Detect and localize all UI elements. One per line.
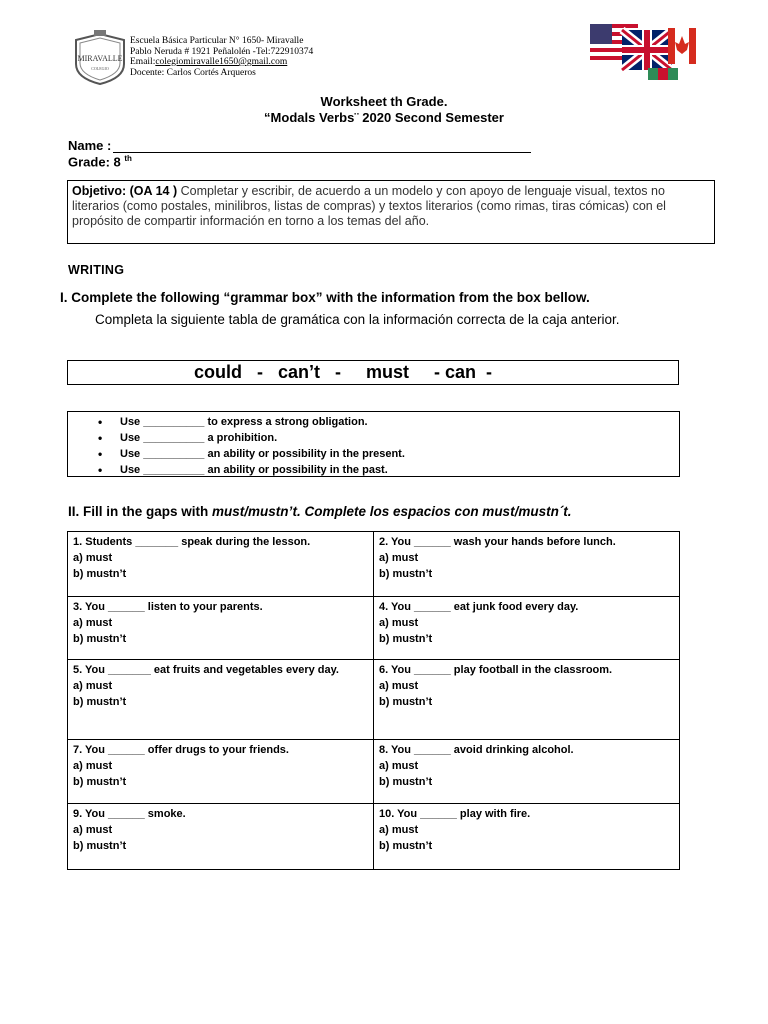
school-address: Pablo Neruda # 1921 Peñalolén -Tel:722910374 (130, 46, 314, 57)
option-b[interactable]: b) mustn’t (73, 776, 127, 788)
flags-icon (588, 20, 698, 82)
objective-text: Completar y escribir, de acuerdo a un modelo y con apoyo de lenguaje visual, textos no literarios (como postales, minilibros, listas de compras) y textos literarios (como rimas, tiras cómicas) con el propósito de compartir información en torno a los temas del año. (72, 184, 666, 228)
option-b[interactable]: b) mustn’t (379, 776, 433, 788)
exercise-cell[interactable] (374, 532, 680, 597)
worksheet-title: Worksheet th Grade. (320, 94, 448, 109)
word-box: could - can’t - must - can - (67, 360, 679, 385)
exercise-cell[interactable] (68, 660, 374, 740)
worksheet-subtitle: “Modals Verbs¨ 2020 Second Semester (264, 110, 504, 125)
grammar-rule[interactable]: • Use __________ an ability or possibility in the past. (120, 462, 679, 478)
name-label: Name : (68, 138, 112, 153)
option-b[interactable]: b) mustn’t (73, 633, 127, 645)
option-a[interactable]: a) must (73, 552, 113, 564)
question-text: 5. You _______ eat fruits and vegetables every day. (73, 664, 339, 676)
exercise-cell[interactable] (374, 660, 680, 740)
section2-title: II. Fill in the gaps with must/mustn’t. Complete los espacios con must/mustn´t. (68, 504, 572, 519)
option-a[interactable]: a) must (73, 760, 113, 772)
school-info (130, 36, 313, 78)
option-a[interactable]: a) must (379, 824, 419, 836)
grammar-rule[interactable]: • Use __________ a prohibition. (120, 430, 679, 446)
question-text: 2. You ______ wash your hands before lunch. (379, 536, 616, 548)
option-b[interactable]: b) mustn’t (379, 568, 433, 580)
option-b[interactable]: b) mustn’t (379, 840, 433, 852)
option-b[interactable]: b) mustn’t (379, 633, 433, 645)
grade-sup: th (124, 154, 132, 163)
name-line[interactable] (113, 140, 531, 153)
section1-subtitle: Completa la siguiente tabla de gramática con la información correcta de la caja anterior. (95, 312, 620, 327)
teacher-name: Docente: Carlos Cortés Arqueros (130, 67, 256, 78)
school-logo-icon (70, 30, 130, 86)
question-text: 6. You ______ play football in the classroom. (379, 664, 613, 676)
question-text: 8. You ______ avoid drinking alcohol. (379, 744, 574, 756)
svg-text:COLEGIO: COLEGIO (91, 66, 109, 71)
exercise-cell[interactable] (374, 804, 680, 870)
question-text: 3. You ______ listen to your parents. (73, 601, 263, 613)
option-b[interactable]: b) mustn’t (73, 696, 127, 708)
exercise-cell[interactable] (374, 597, 680, 660)
question-text: 4. You ______ eat junk food every day. (379, 601, 579, 613)
option-a[interactable]: a) must (73, 617, 113, 629)
grade-field (68, 154, 132, 169)
exercise-cell[interactable] (68, 740, 374, 804)
option-a[interactable]: a) must (379, 760, 419, 772)
exercise-cell[interactable] (68, 597, 374, 660)
option-a[interactable]: a) must (73, 680, 113, 692)
writing-heading: WRITING (68, 263, 125, 277)
option-a[interactable]: a) must (379, 552, 419, 564)
option-a[interactable]: a) must (379, 617, 419, 629)
question-text: 9. You ______ smoke. (73, 808, 186, 820)
school-name: Escuela Básica Particular N° 1650- Miravalle (130, 36, 304, 46)
question-text: 1. Students _______ speak during the lesson. (73, 536, 311, 548)
option-b[interactable]: b) mustn’t (379, 696, 433, 708)
exercise-table (67, 531, 680, 870)
question-text: 7. You ______ offer drugs to your friends. (73, 744, 289, 756)
svg-text:MIRAVALLE: MIRAVALLE (77, 54, 123, 63)
objective-label: Objetivo: (OA 14 ) (72, 184, 178, 198)
option-b[interactable]: b) mustn’t (73, 568, 127, 580)
question-text: 10. You ______ play with fire. (379, 808, 531, 820)
school-email: Email:colegiomiravalle1650@gmail.com (130, 57, 288, 67)
exercise-cell[interactable] (374, 740, 680, 804)
name-field[interactable] (68, 138, 531, 153)
exercise-cell[interactable] (68, 532, 374, 597)
section1-title: I. Complete the following “grammar box” with the information from the box bellow. (60, 290, 590, 305)
option-b[interactable]: b) mustn’t (73, 840, 127, 852)
option-a[interactable]: a) must (73, 824, 113, 836)
grammar-box (67, 411, 680, 477)
exercise-cell[interactable] (68, 804, 374, 870)
grammar-rule[interactable]: • Use __________ an ability or possibility in the present. (120, 446, 679, 462)
option-a[interactable]: a) must (379, 680, 419, 692)
objective-box (67, 180, 715, 244)
grammar-rule[interactable]: • Use __________ to express a strong obligation. (120, 414, 679, 430)
grade-label: Grade: 8 (68, 154, 121, 170)
